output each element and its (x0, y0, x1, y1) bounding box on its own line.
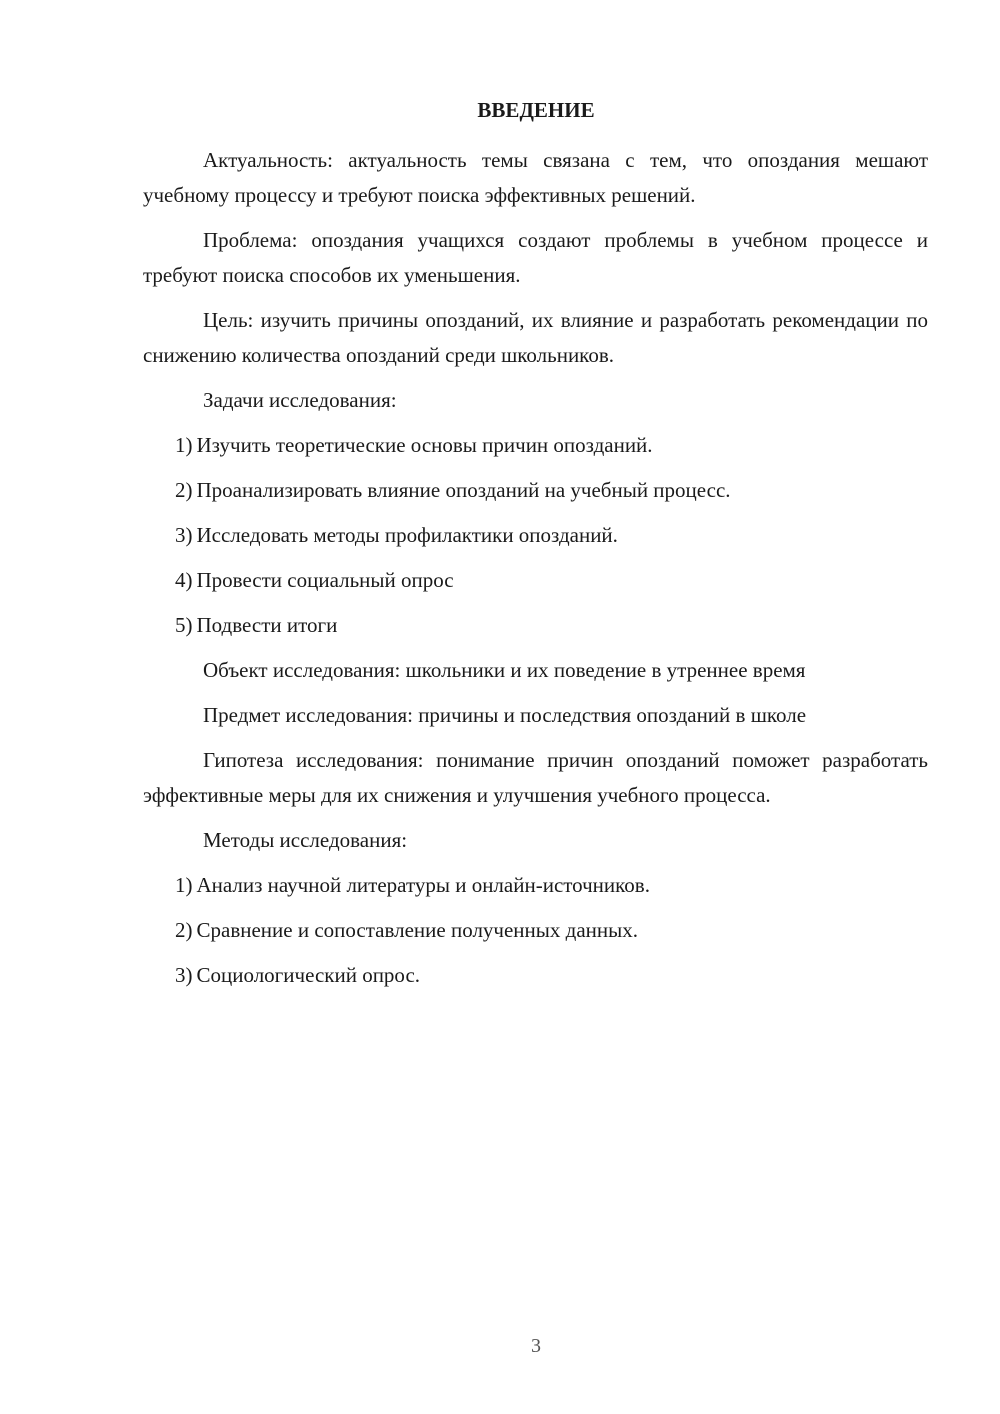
goal-paragraph: Цель: изучить причины опозданий, их влияние и разработать рекомендации по снижению количества опозданий среди школьников. (143, 308, 928, 367)
methods-list (143, 868, 928, 993)
list-item-text: Сравнение и сопоставление полученных данных. (196, 918, 638, 942)
document-body (143, 143, 928, 1003)
list-item-number: 2) (175, 478, 193, 502)
subject-paragraph: Предмет исследования: причины и последствия опозданий в школе (203, 703, 807, 727)
list-item (143, 913, 928, 948)
list-item (143, 868, 928, 903)
list-item-text: Провести социальный опрос (196, 568, 454, 592)
list-item (143, 563, 928, 598)
list-item-text: Проанализировать влияние опозданий на учебный процесс. (196, 478, 731, 502)
list-item-text: Подвести итоги (196, 613, 338, 637)
list-item-text: Изучить теоретические основы причин опозданий. (196, 433, 653, 457)
list-item (143, 518, 928, 553)
list-item-number: 2) (175, 918, 193, 942)
list-item-number: 3) (175, 523, 193, 547)
list-item-number: 4) (175, 568, 193, 592)
list-item-text: Анализ научной литературы и онлайн-источников. (196, 873, 650, 897)
list-item-number: 5) (175, 613, 193, 637)
page-number: 3 (531, 1335, 541, 1357)
hypothesis-paragraph: Гипотеза исследования: понимание причин опозданий поможет разработать эффективные меры для их снижения и улучшения учебного процесса. (143, 748, 928, 807)
object-paragraph: Объект исследования: школьники и их поведение в утреннее время (203, 658, 806, 682)
tasks-list (143, 428, 928, 643)
list-item-number: 1) (175, 433, 193, 457)
list-item (143, 608, 928, 643)
page-title: ВВЕДЕНИЕ (477, 98, 595, 122)
list-item (143, 958, 928, 993)
tasks-title: Задачи исследования: (203, 388, 397, 412)
list-item-number: 1) (175, 873, 193, 897)
list-item-text: Социологический опрос. (196, 963, 421, 987)
list-item-text: Исследовать методы профилактики опозданий. (196, 523, 618, 547)
relevance-paragraph: Актуальность: актуальность темы связана с тем, что опоздания мешают учебному процессу и требуют поиска эффективных решений. (143, 148, 928, 207)
list-item-number: 3) (175, 963, 193, 987)
methods-title: Методы исследования: (203, 828, 408, 852)
problem-paragraph: Проблема: опоздания учащихся создают проблемы в учебном процессе и требуют поиска способов их уменьшения. (143, 228, 928, 287)
list-item (143, 428, 928, 463)
list-item (143, 473, 928, 508)
